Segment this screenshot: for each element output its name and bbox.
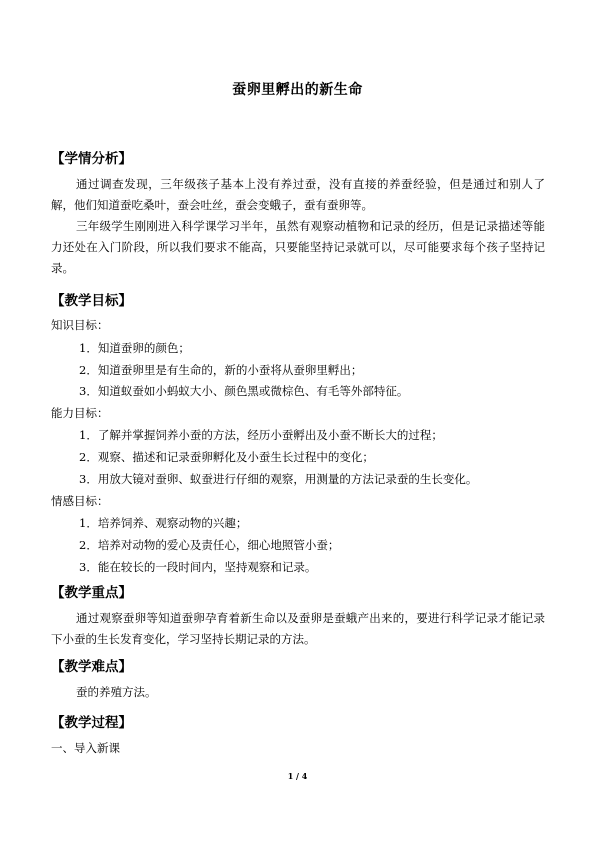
difficulties-paragraph: 蚕的养殖方法。 [76, 685, 157, 699]
knowledge-goal-item: 1．知道蚕卵的颜色； [79, 341, 190, 355]
analysis-paragraph-1: 通过调查发现，三年级孩子基本上没有养过蚕，没有直接的养蚕经验，但是通过和别人了解，他们知道蚕吃桑叶，蚕会吐丝，蚕会变蛾子，蚕有蚕卵等。 [51, 177, 545, 212]
knowledge-goal-item: 3．知道蚁蚕如小蚂蚁大小、颜色黑或微棕色、有毛等外部特征。 [79, 384, 409, 398]
process-step-intro: 一、导入新课 [51, 741, 120, 755]
emotion-goal-item: 3．能在较长的一段时间内，坚持观察和记录。 [79, 560, 317, 574]
heading-difficulties: 【教学难点】 [51, 659, 132, 675]
heading-key-points: 【教学重点】 [51, 585, 132, 601]
ability-goal-item: 3．用放大镜对蚕卵、蚁蚕进行仔细的观察，用测量的方法记录蚕的生长变化。 [79, 472, 478, 486]
page-number: 1 / 4 [287, 771, 308, 781]
heading-student-analysis: 【学情分析】 [51, 151, 132, 167]
knowledge-goals-label: 知识目标： [51, 318, 109, 332]
knowledge-goal-item: 2．知道蚕卵里是有生命的，新的小蚕将从蚕卵里孵出； [79, 363, 363, 377]
heading-teaching-goals: 【教学目标】 [51, 293, 132, 309]
emotion-goal-item: 2．培养对动物的爱心及责任心，细心地照管小蚕； [79, 538, 340, 552]
ability-goals-label: 能力目标： [51, 406, 109, 420]
heading-teaching-process: 【教学过程】 [51, 715, 132, 731]
analysis-paragraph-2: 三年级学生刚刚进入科学课学习半年，虽然有观察动植物和记录的经历，但是记录描述等能力还处在入门阶段，所以我们要求不能高，只要能坚持记录就可以，尽可能要求每个孩子坚持记录。 [51, 219, 545, 275]
key-points-paragraph: 通过观察蚕卵等知道蚕卵孕育着新生命以及蚕卵是蚕蛾产出来的，要进行科学记录才能记录下小蚕的生长发育变化，学习坚持长期记录的方法。 [51, 611, 545, 646]
ability-goal-item: 2．观察、描述和记录蚕卵孵化及小蚕生长过程中的变化； [79, 450, 374, 464]
emotion-goals-label: 情感目标： [51, 494, 109, 508]
emotion-goal-item: 1．培养饲养、观察动物的兴趣； [79, 516, 248, 530]
document-title: 蚕卵里孵出的新生命 [232, 82, 363, 98]
ability-goal-item: 1．了解并掌握饲养小蚕的方法，经历小蚕孵出及小蚕不断长大的过程； [79, 428, 443, 442]
